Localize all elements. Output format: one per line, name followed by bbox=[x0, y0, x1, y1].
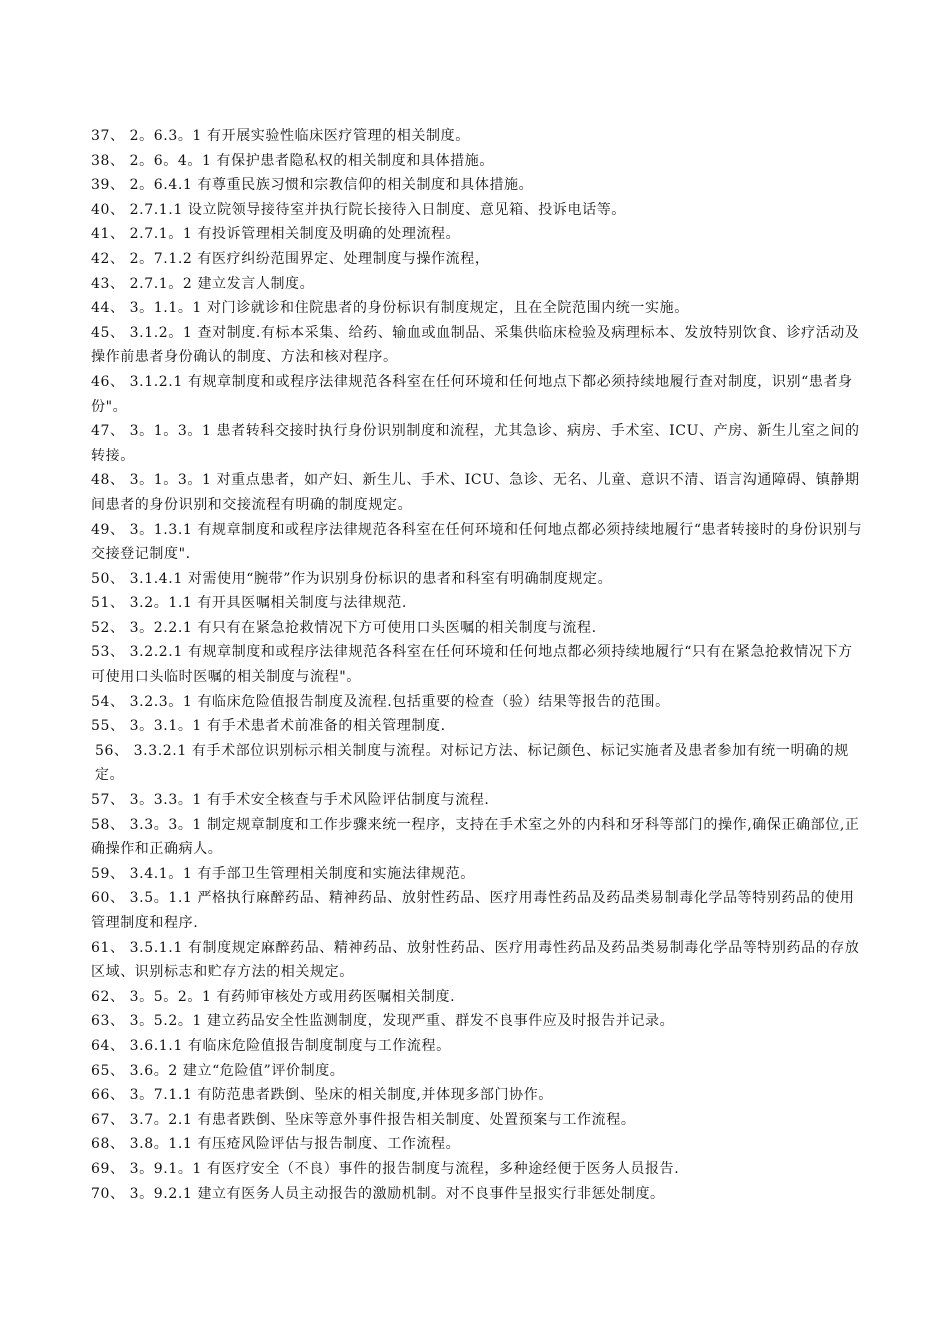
list-item: 67、 3.7。2.1 有患者跌倒、坠床等意外事件报告相关制度、处置预案与工作流程。 bbox=[91, 1111, 636, 1128]
list-item: 46、 3.1.2.1 有规章制度和或程序法律规范各科室在任何环境和任何地点下都必须持续地履行查对制度，识别“患者身份"。 bbox=[91, 373, 853, 415]
list-item: 45、 3.1.2。1 查对制度.有标本采集、给药、输血或血制品、采集供临床检验及病理标本、发放特别饮食、诊疗活动及操作前患者身份确认的制度、方法和核对程序。 bbox=[91, 324, 860, 366]
list-item: 44、 3。1.1。1 对门诊就诊和住院患者的身份标识有制度规定，且在全院范围内统一实施。 bbox=[91, 300, 689, 317]
list-item: 55、 3。3.1。1 有手术患者术前准备的相关管理制度. bbox=[91, 718, 446, 735]
list-item: 53、 3.2.2.1 有规章制度和或程序法律规范各科室在任何环境和任何地点都必须持续地履行“只有在紧急抢救情况下方可使用口头临时医嘱的相关制度与流程"。 bbox=[91, 644, 853, 686]
list-item: 70、 3。9.2.1 建立有医务人员主动报告的激励机制。对不良事件呈报实行非惩处制度。 bbox=[91, 1185, 665, 1202]
list-item: 49、 3。1.3.1 有规章制度和或程序法律规范各科室在任何环境和任何地点都必须持续地履行“患者转接时的身份识别与交接登记制度". bbox=[91, 521, 863, 563]
regulation-list bbox=[91, 124, 863, 1206]
list-item: 41、 2.7.1。1 有投诉管理相关制度及明确的处理流程。 bbox=[91, 226, 461, 243]
list-item: 56、 3.3.2.1 有手术部位识别标示相关制度与流程。对标记方法、标记颜色、标记实施者及患者参加有统一明确的规定。 bbox=[95, 742, 849, 784]
list-item: 64、 3.6.1.1 有临床危险值报告制度制度与工作流程。 bbox=[91, 1037, 451, 1054]
list-item: 66、 3。7.1.1 有防范患者跌倒、坠床的相关制度,并体现多部门协作。 bbox=[91, 1087, 553, 1104]
list-item: 60、 3.5。1.1 严格执行麻醉药品、精神药品、放射性药品、医疗用毒性药品及药品类易制毒化学品等特别药品的使用管理制度和程序. bbox=[91, 890, 855, 931]
list-item: 69、 3。9.1。1 有医疗安全（不良）事件的报告制度与流程，多种途经便于医务人员报告. bbox=[91, 1160, 680, 1177]
list-item: 63、 3。5.2。1 建立药品安全性监测制度，发现严重、群发不良事件应及时报告并记录。 bbox=[91, 1013, 675, 1030]
list-item: 58、 3.3。3。1 制定规章制度和工作步骤来统一程序，支持在手术室之外的内科和牙科等部门的操作,确保正确部位,正确操作和正确病人。 bbox=[91, 816, 860, 858]
list-item: 65、 3.6。2 建立“危险值”评价制度。 bbox=[91, 1062, 345, 1079]
list-item: 37、 2。6.3。1 有开展实验性临床医疗管理的相关制度。 bbox=[91, 128, 470, 144]
list-item: 62、 3。5。2。1 有药师审核处方或用药医嘱相关制度. bbox=[91, 988, 456, 1005]
list-item: 38、 2。6。4。1 有保护患者隐私权的相关制度和具体措施。 bbox=[91, 152, 494, 169]
list-item: 61、 3.5.1.1 有制度规定麻醉药品、精神药品、放射性药品、医疗用毒性药品及药品类易制毒化学品等特别药品的存放区域、识别标志和贮存方法的相关规定。 bbox=[91, 939, 860, 981]
list-item: 43、 2.7.1。2 建立发言人制度。 bbox=[91, 275, 315, 292]
list-item: 48、 3。1。3。1 对重点患者，如产妇、新生儿、手术、ICU、急诊、无名、儿童、意识不清、语言沟通障碍、镇静期间患者的身份识别和交接流程有明确的制度规定。 bbox=[91, 472, 860, 513]
list-item: 47、 3。1。3。1 患者转科交接时执行身份识别制度和流程，尤其急诊、病房、手术室、ICU、产房、新生儿室之间的转接。 bbox=[91, 423, 860, 464]
list-item: 51、 3.2。1.1 有开具医嘱相关制度与法律规范. bbox=[91, 595, 407, 612]
list-item: 40、 2.7.1.1 设立院领导接待室并执行院长接待入日制度、意见箱、投诉电话等。 bbox=[91, 201, 626, 218]
list-item: 39、 2。6.4.1 有尊重民族习惯和宗教信仰的相关制度和具体措施。 bbox=[91, 177, 534, 194]
list-item: 68、 3.8。1.1 有压疮风险评估与报告制度、工作流程。 bbox=[91, 1136, 461, 1153]
list-item: 50、 3.1.4.1 对需使用“腕带”作为识别身份标识的患者和科室有明确制度规定。 bbox=[91, 570, 613, 587]
list-item: 52、 3。2.2.1 有只有在紧急抢救情况下方可使用口头医嘱的相关制度与流程. bbox=[91, 619, 597, 636]
list-item: 59、 3.4.1。1 有手部卫生管理相关制度和实施法律规范。 bbox=[91, 865, 475, 882]
list-item: 54、 3.2.3。1 有临床危险值报告制度及流程.包括重要的检查（验）结果等报告的范围。 bbox=[91, 693, 670, 710]
list-item: 57、 3。3.3。1 有手术安全核查与手术风险评估制度与流程. bbox=[91, 792, 490, 809]
list-item: 42、 2。7.1.2 有医疗纠纷范围界定、处理制度与操作流程， bbox=[91, 250, 490, 267]
